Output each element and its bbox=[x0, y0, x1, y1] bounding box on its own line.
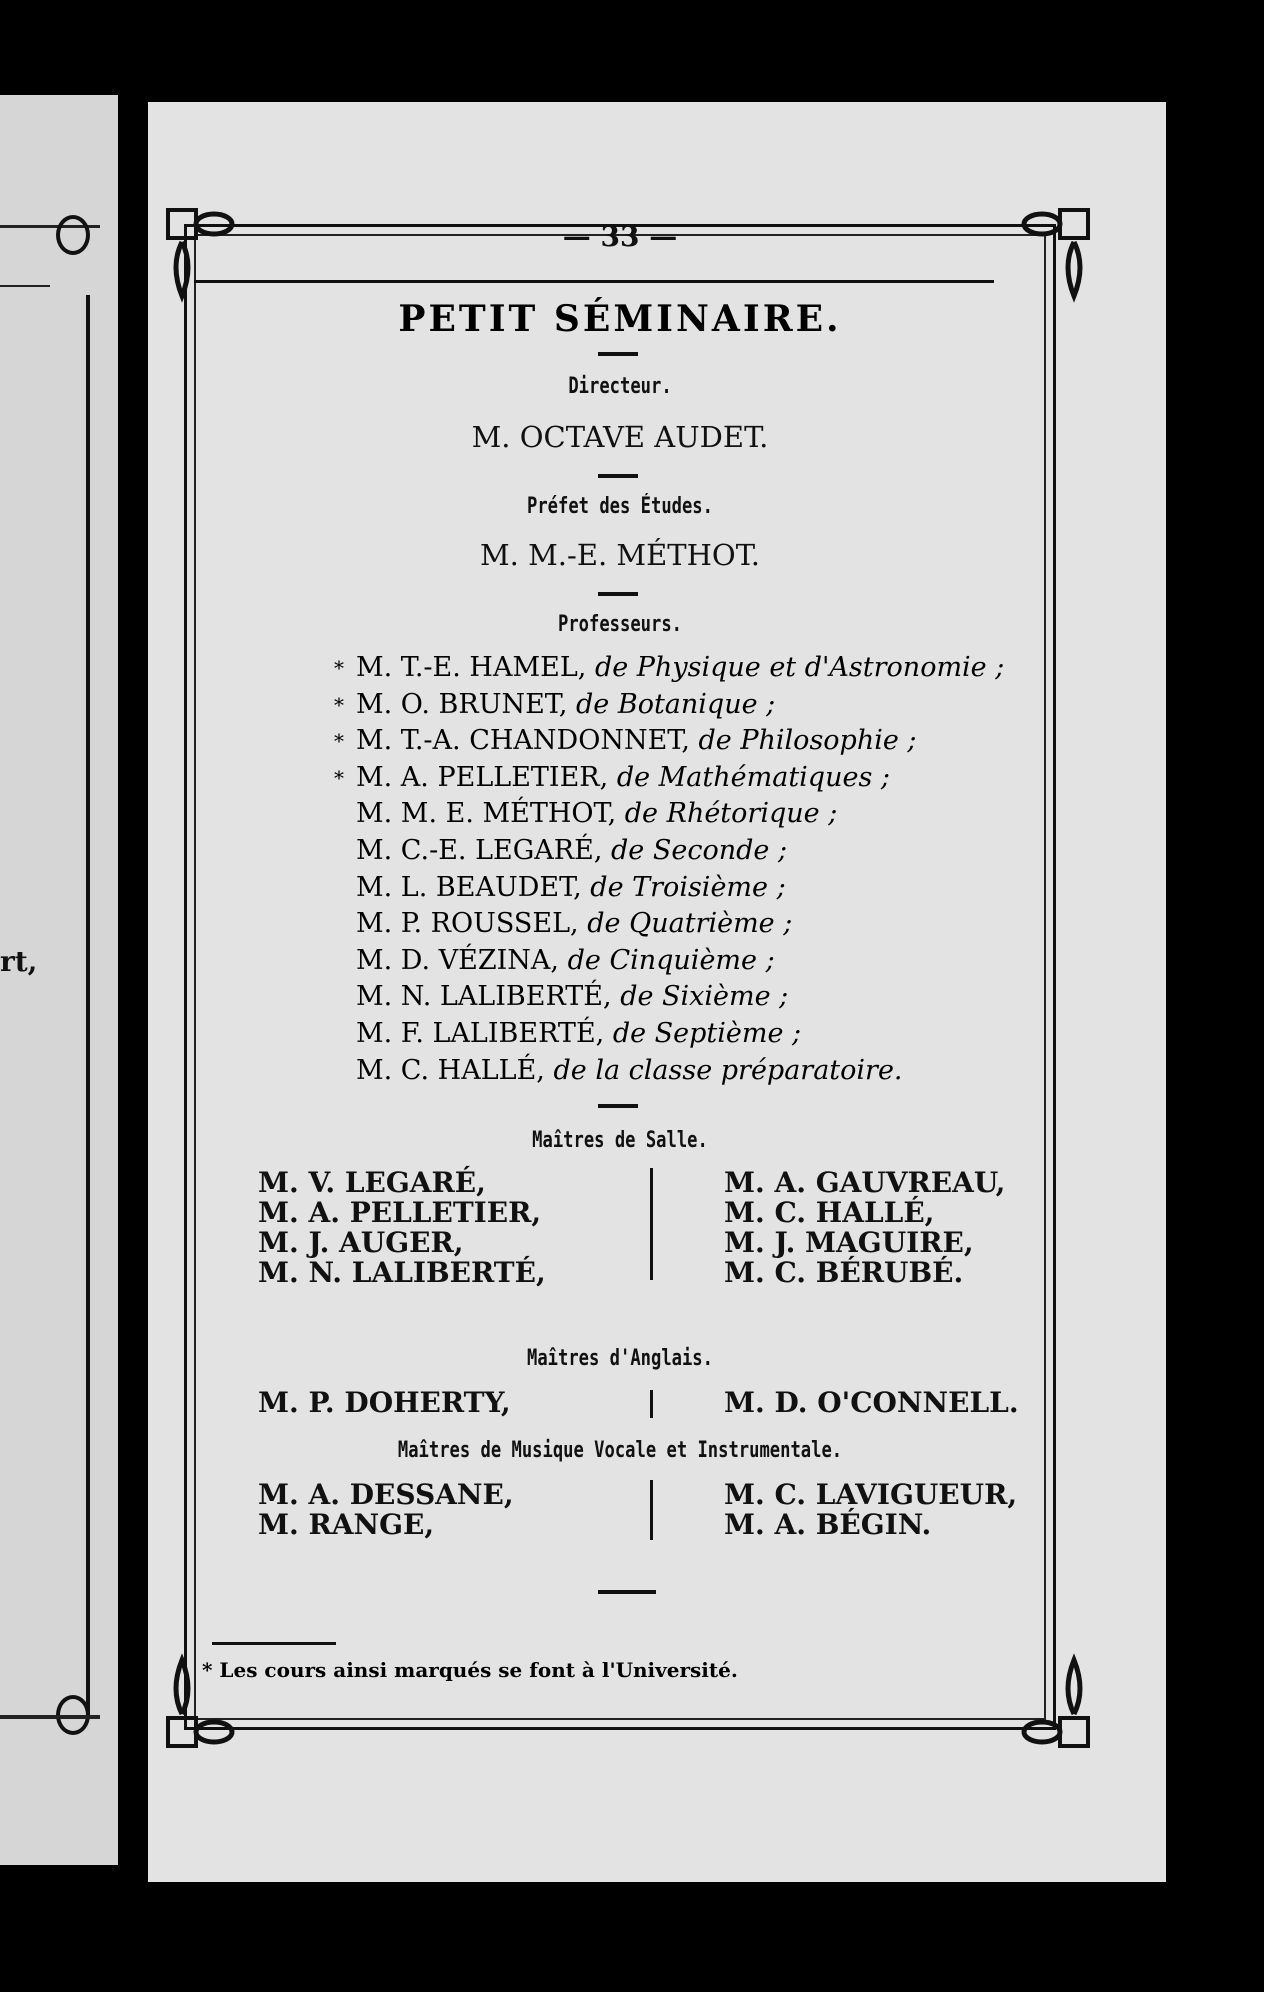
list-item: M. C. LAVIGUEUR, bbox=[724, 1478, 1018, 1511]
list-item: M. A. DESSANE, bbox=[258, 1478, 514, 1511]
footnote: * Les cours ainsi marqués se font à l'Université. bbox=[202, 1658, 738, 1682]
list-item: M. L. BEAUDET, de Troisième ; bbox=[356, 871, 786, 903]
list-item: M. A. BÉGIN. bbox=[724, 1508, 932, 1541]
list-item: M. C. BÉRUBÉ. bbox=[724, 1256, 964, 1289]
directeur-name: M. OCTAVE AUDET. bbox=[471, 420, 769, 454]
list-item: M. J. AUGER, bbox=[258, 1226, 464, 1259]
left-page-fragment bbox=[0, 95, 118, 1865]
maitres-salle-left bbox=[258, 1168, 546, 1288]
heading-directeur: Directeur. bbox=[568, 374, 672, 399]
left-page-border bbox=[86, 295, 90, 1715]
left-page-rule bbox=[0, 1715, 100, 1719]
page-content-lower bbox=[194, 102, 1046, 1882]
list-item: M. D. O'CONNELL. bbox=[724, 1386, 1019, 1419]
list-item: * M. T.-E. HAMEL, de Physique et d'Astronomie ; bbox=[334, 652, 1005, 683]
page bbox=[148, 102, 1166, 1882]
list-item: * M. T.-A. CHANDONNET, de Philosophie ; bbox=[334, 725, 917, 757]
maitres-anglais-right bbox=[724, 1388, 1019, 1418]
maitres-anglais-left bbox=[258, 1388, 511, 1418]
maitres-salle-right bbox=[724, 1168, 1005, 1288]
maitres-musique-right bbox=[724, 1480, 1017, 1540]
list-item: M. C. HALLÉ, de la classe préparatoire. bbox=[356, 1054, 903, 1086]
list-item: M. C.-E. LEGARÉ, de Seconde ; bbox=[356, 834, 788, 866]
left-page-text: rt, bbox=[0, 945, 38, 978]
divider bbox=[598, 1104, 638, 1108]
list-item: M. V. LEGARÉ, bbox=[258, 1166, 486, 1199]
list-item: M. C. HALLÉ, bbox=[724, 1196, 935, 1229]
heading-maitres-anglais: Maîtres d'Anglais. bbox=[527, 1346, 713, 1371]
prefet-name: M. M.-E. MÉTHOT. bbox=[479, 538, 761, 572]
column-separator bbox=[650, 1480, 653, 1540]
left-page-rule bbox=[0, 285, 50, 287]
list-item: M. P. ROUSSEL, de Quatrième ; bbox=[356, 908, 793, 940]
list-item: M. A. PELLETIER, bbox=[258, 1196, 542, 1229]
list-item: M. N. LALIBERTÉ, bbox=[258, 1256, 546, 1289]
list-item: M. J. MAGUIRE, bbox=[724, 1226, 974, 1259]
list-item: * M. O. BRUNET, de Botanique ; bbox=[334, 688, 776, 720]
heading-prefet: Préfet des Études. bbox=[527, 494, 713, 519]
heading-maitres-salle: Maîtres de Salle. bbox=[532, 1128, 708, 1153]
footnote-rule bbox=[212, 1642, 336, 1645]
list-item: M. RANGE, bbox=[258, 1508, 435, 1541]
list-item: M. P. DOHERTY, bbox=[258, 1386, 511, 1419]
ornament-icon bbox=[56, 215, 90, 255]
list-item: M. N. LALIBERTÉ, de Sixième ; bbox=[356, 981, 789, 1013]
list-item: * M. A. PELLETIER, de Mathématiques ; bbox=[334, 761, 890, 793]
heading-professeurs: Professeurs. bbox=[558, 612, 682, 637]
list-item: M. M. E. MÉTHOT, de Rhétorique ; bbox=[356, 798, 838, 830]
column-separator bbox=[650, 1390, 653, 1418]
page-number: — 33 — bbox=[562, 220, 678, 253]
maitres-musique-left bbox=[258, 1480, 514, 1540]
heading-maitres-musique: Maîtres de Musique Vocale et Instrumentale. bbox=[397, 1438, 843, 1463]
page-title: PETIT SÉMINAIRE. bbox=[398, 298, 842, 340]
divider bbox=[598, 1590, 656, 1594]
list-item: M. D. VÉZINA, de Cinquième ; bbox=[356, 944, 775, 976]
column-separator bbox=[650, 1168, 653, 1280]
list-item: M. A. GAUVREAU, bbox=[724, 1166, 1006, 1199]
list-item: M. F. LALIBERTÉ, de Septième ; bbox=[356, 1017, 802, 1049]
